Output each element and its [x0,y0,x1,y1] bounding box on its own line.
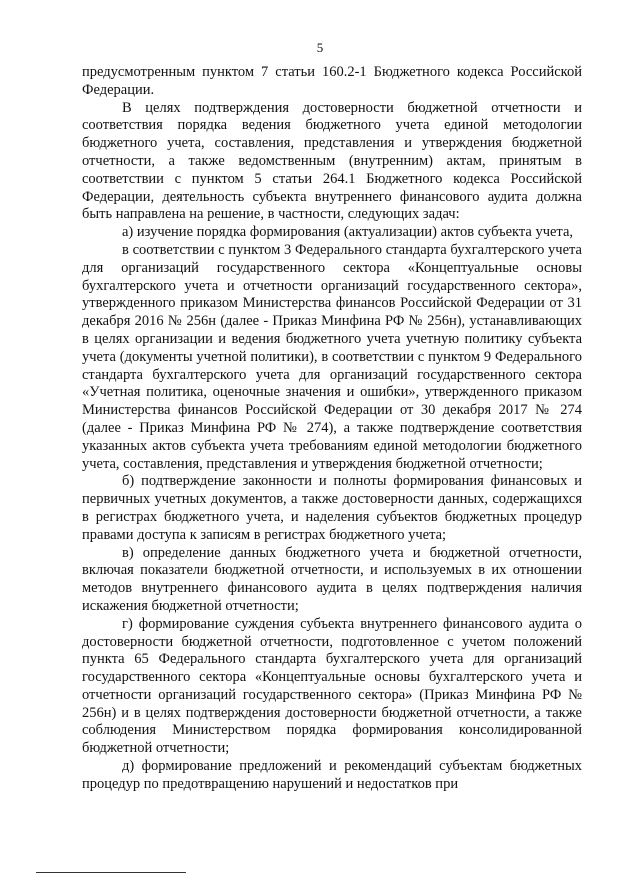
document-body [82,64,582,794]
paragraph-item-v: в) определение данных бюджетного учета и бюджетной отчетности, включая показатели бюджетной отчетности, и используемых в их отношении методов внутреннего финансового аудита в целях подтверждения наличия искажения бюджетной отчетности; [82,544,582,614]
paragraph-item-d: д) формирование предложений и рекомендаций субъектам бюджетных процедур по предотвращению нарушений и недостатков при [82,758,582,792]
paragraph-item-a-detail: в соответствии с пунктом 3 Федерального стандарта бухгалтерского учета для организаций государственного сектора «Концептуальные основы бухгалтерского учета и отчетности организаций государственного сектора», утвержденного приказом Министерства финансов Российской Федерации от 31 декабря 2016 № 256н (далее - Приказ Минфина РФ № 256н), устанавливающих в целях организации и ведения бюджетного учета учетную политику субъекта учета (документы учетной политики), в соответствии с пунктом 9 Федерального стандарта бухгалтерского учета для организаций государственного сектора «Учетная политика, оценочные значения и ошибки», утвержденного приказом Министерства финансов Российской Федерации от 30 декабря 2017 № 274 (далее - Приказ Минфина РФ № 274), а также подтверждение соответствия указанных актов субъекта учета требованиям единой методологии бюджетного учета, составления, представления и утверждения бюджетной отчетности; [82,241,582,472]
page-number: 5 [316,40,324,55]
paragraph-item-g: г) формирование суждения субъекта внутреннего финансового аудита о достоверности бюджетной отчетности, подготовленное с учетом положений пункта 65 Федерального стандарта бухгалтерского учета для организаций государственного сектора «Концептуальные основы бухгалтерского учета и отчетности организаций государственного сектора» (Приказ Минфина РФ № 256н) и в целях подтверждения достоверности бюджетной отчетности, а также соблюдения Министерством порядка формирования консолидированной бюджетной отчетности; [82,615,582,757]
footnote-divider [36,872,186,873]
paragraph-item-a: а) изучение порядка формирования (актуализации) актов субъекта учета, [122,224,574,241]
paragraph-intro: В целях подтверждения достоверности бюджетной отчетности и соответствия порядка ведения бюджетного учета единой методологии бюджетного учета, составления, представления и утверждения бюджетной отчетности, а также ведомственным (внутренним) актам, принятым в соответствии с пунктом 5 статьи 264.1 Бюджетного кодекса Российской Федерации, деятельность субъекта внутреннего финансового аудита должна быть направлена на решение, в частности, следующих задач: [82,99,582,223]
paragraph-continuation: предусмотренным пунктом 7 статьи 160.2-1 Бюджетного кодекса Российской Федерации. [82,64,582,98]
paragraph-item-b: б) подтверждение законности и полноты формирования финансовых и первичных учетных документов, а также достоверности данных, содержащихся в регистрах бюджетного учета, и наделения субъектов бюджетных процедур правами доступа к записям в регистрах бюджетного учета; [82,473,582,543]
